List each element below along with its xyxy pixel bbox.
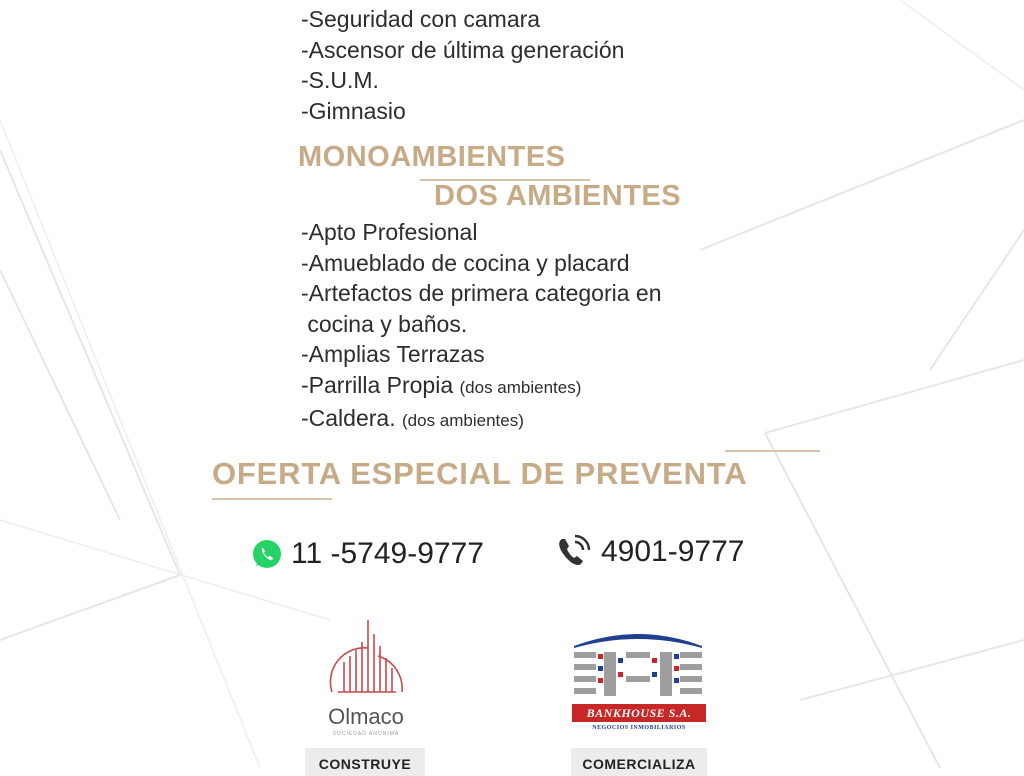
feature-seguridad: -Seguridad con camara — [301, 6, 541, 32]
feature-artefactos-cont: cocina y baños. — [301, 310, 468, 337]
phone-icon — [555, 534, 593, 570]
feature-ascensor: -Ascensor de última generación — [301, 36, 625, 63]
olmaco-building-mark — [308, 612, 424, 708]
whatsapp-contact[interactable] — [251, 537, 484, 571]
unit-features-list — [301, 217, 662, 437]
feature-amueblado: -Amueblado de cocina y placard — [301, 249, 630, 276]
phone-contact[interactable] — [555, 534, 744, 570]
feature-caldera-label: -Caldera. — [301, 405, 396, 431]
bankhouse-logo — [568, 628, 708, 740]
heading-oferta-preventa: OFERTA ESPECIAL DE PREVENTA — [212, 456, 748, 491]
bankhouse-role-label: COMERCIALIZA — [571, 748, 707, 776]
feature-artefactos: -Artefactos de primera categoria en — [301, 280, 662, 306]
phone-number[interactable]: 4901-9777 — [601, 535, 745, 568]
feature-gimnasio: -Gimnasio — [301, 97, 406, 124]
heading-dos-ambientes: DOS AMBIENTES — [434, 180, 682, 212]
feature-parrilla-label: -Parrilla Propia — [301, 371, 454, 398]
olmaco-tagline: SOCIEDAD ANONIMA — [332, 731, 400, 737]
feature-terrazas: -Amplias Terrazas — [301, 341, 485, 367]
feature-caldera-note: (dos ambientes) — [402, 411, 524, 430]
feature-caldera — [301, 403, 662, 437]
olmaco-name: Olmaco — [328, 704, 404, 729]
whatsapp-number[interactable]: 11 -5749-9777 — [291, 537, 484, 570]
oferta-underline-right — [725, 450, 820, 452]
olmaco-logo — [308, 612, 424, 742]
bankhouse-name: BANKHOUSE S.A. — [586, 706, 692, 720]
olmaco-role-label: CONSTRUYE — [305, 748, 425, 776]
feature-parrilla-note: (dos ambientes) — [459, 377, 582, 397]
bankhouse-tagline: NEGOCIOS INMOBILIARIOS — [592, 725, 686, 731]
feature-parrilla — [301, 370, 662, 404]
whatsapp-icon — [251, 538, 283, 570]
oferta-underline-left — [212, 498, 332, 500]
building-features-list — [301, 4, 624, 126]
heading-monoambientes: MONOAMBIENTES — [298, 141, 566, 173]
bankhouse-building-mark — [568, 628, 708, 740]
feature-apto: -Apto Profesional — [301, 219, 478, 245]
feature-sum: -S.U.M. — [301, 67, 379, 93]
